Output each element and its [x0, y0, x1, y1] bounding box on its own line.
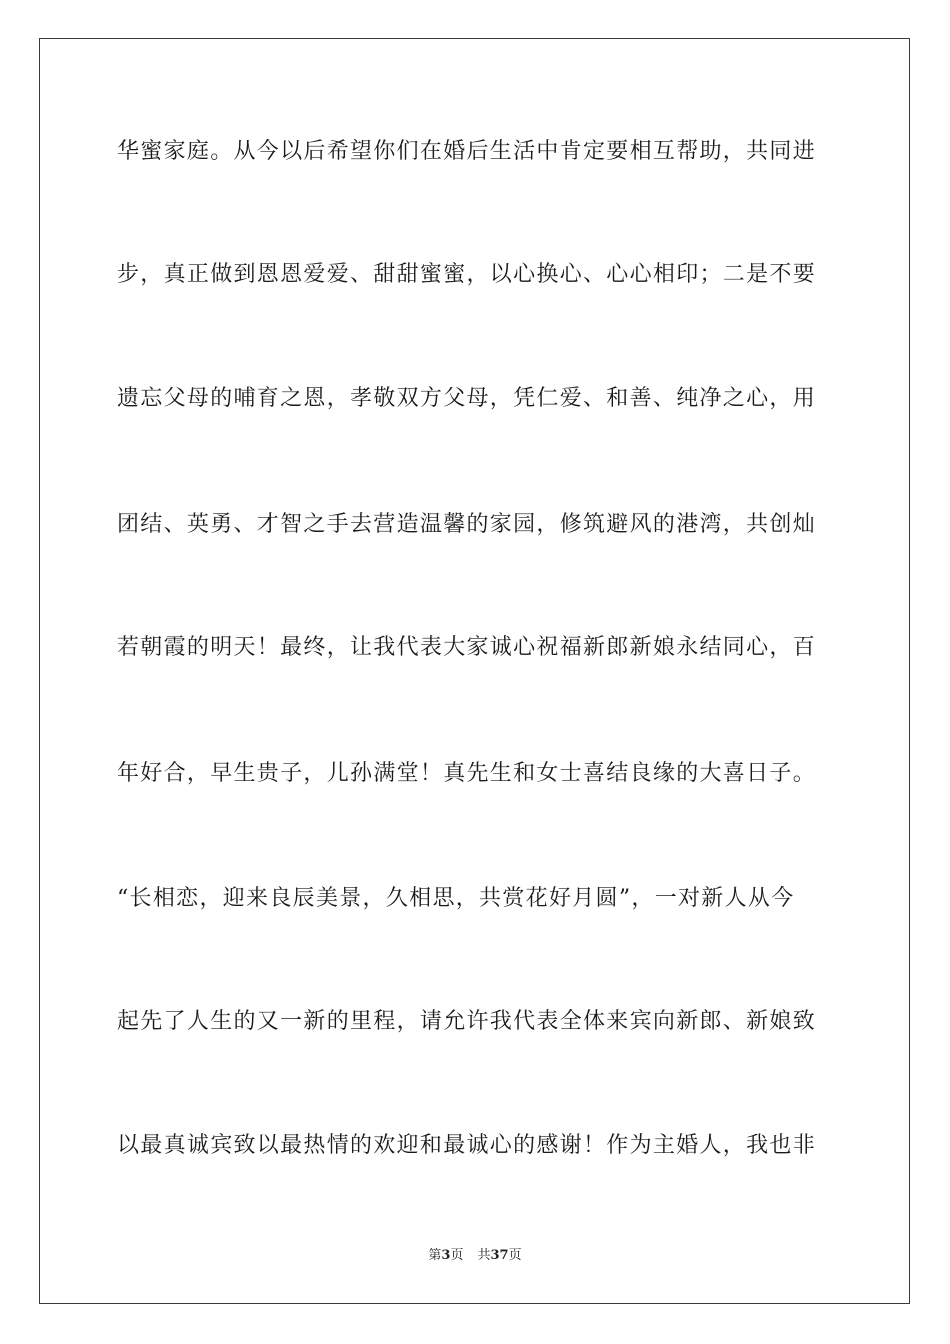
page-footer	[0, 1246, 950, 1266]
page-border	[39, 38, 910, 1304]
total-suffix: 页	[508, 1248, 522, 1263]
text-line-3: 遗忘父母的哺育之恩，孝敬双方父母，凭仁爱、和善、纯净之心，用	[117, 386, 817, 411]
page-prefix: 第	[428, 1248, 442, 1263]
text-line-4: 团结、英勇、才智之手去营造温馨的家园，修筑避风的港湾，共创灿	[117, 512, 817, 537]
page-suffix: 页	[450, 1248, 464, 1263]
text-line-7: “长相恋，迎来良辰美景，久相思，共赏花好月圆”，一对新人从今	[117, 886, 795, 911]
text-line-2: 步，真正做到恩恩爱爱、甜甜蜜蜜，以心换心、心心相印；二是不要	[117, 262, 817, 287]
total-pages: 37	[490, 1248, 509, 1263]
page-number: 3	[441, 1248, 451, 1263]
text-line-5: 若朝霞的明天！最终，让我代表大家诚心祝福新郎新娘永结同心，百	[117, 635, 817, 660]
text-line-8: 起先了人生的又一新的里程，请允许我代表全体来宾向新郎、新娘致	[117, 1009, 817, 1034]
text-line-1: 华蜜家庭。从今以后希望你们在婚后生活中肯定要相互帮助，共同进	[117, 139, 817, 164]
text-line-9: 以最真诚宾致以最热情的欢迎和最诚心的感谢！作为主婚人，我也非	[117, 1133, 817, 1158]
total-prefix: 共	[477, 1248, 491, 1263]
text-line-6: 年好合，早生贵子，儿孙满堂！真先生和女士喜结良缘的大喜日子。	[117, 761, 817, 786]
